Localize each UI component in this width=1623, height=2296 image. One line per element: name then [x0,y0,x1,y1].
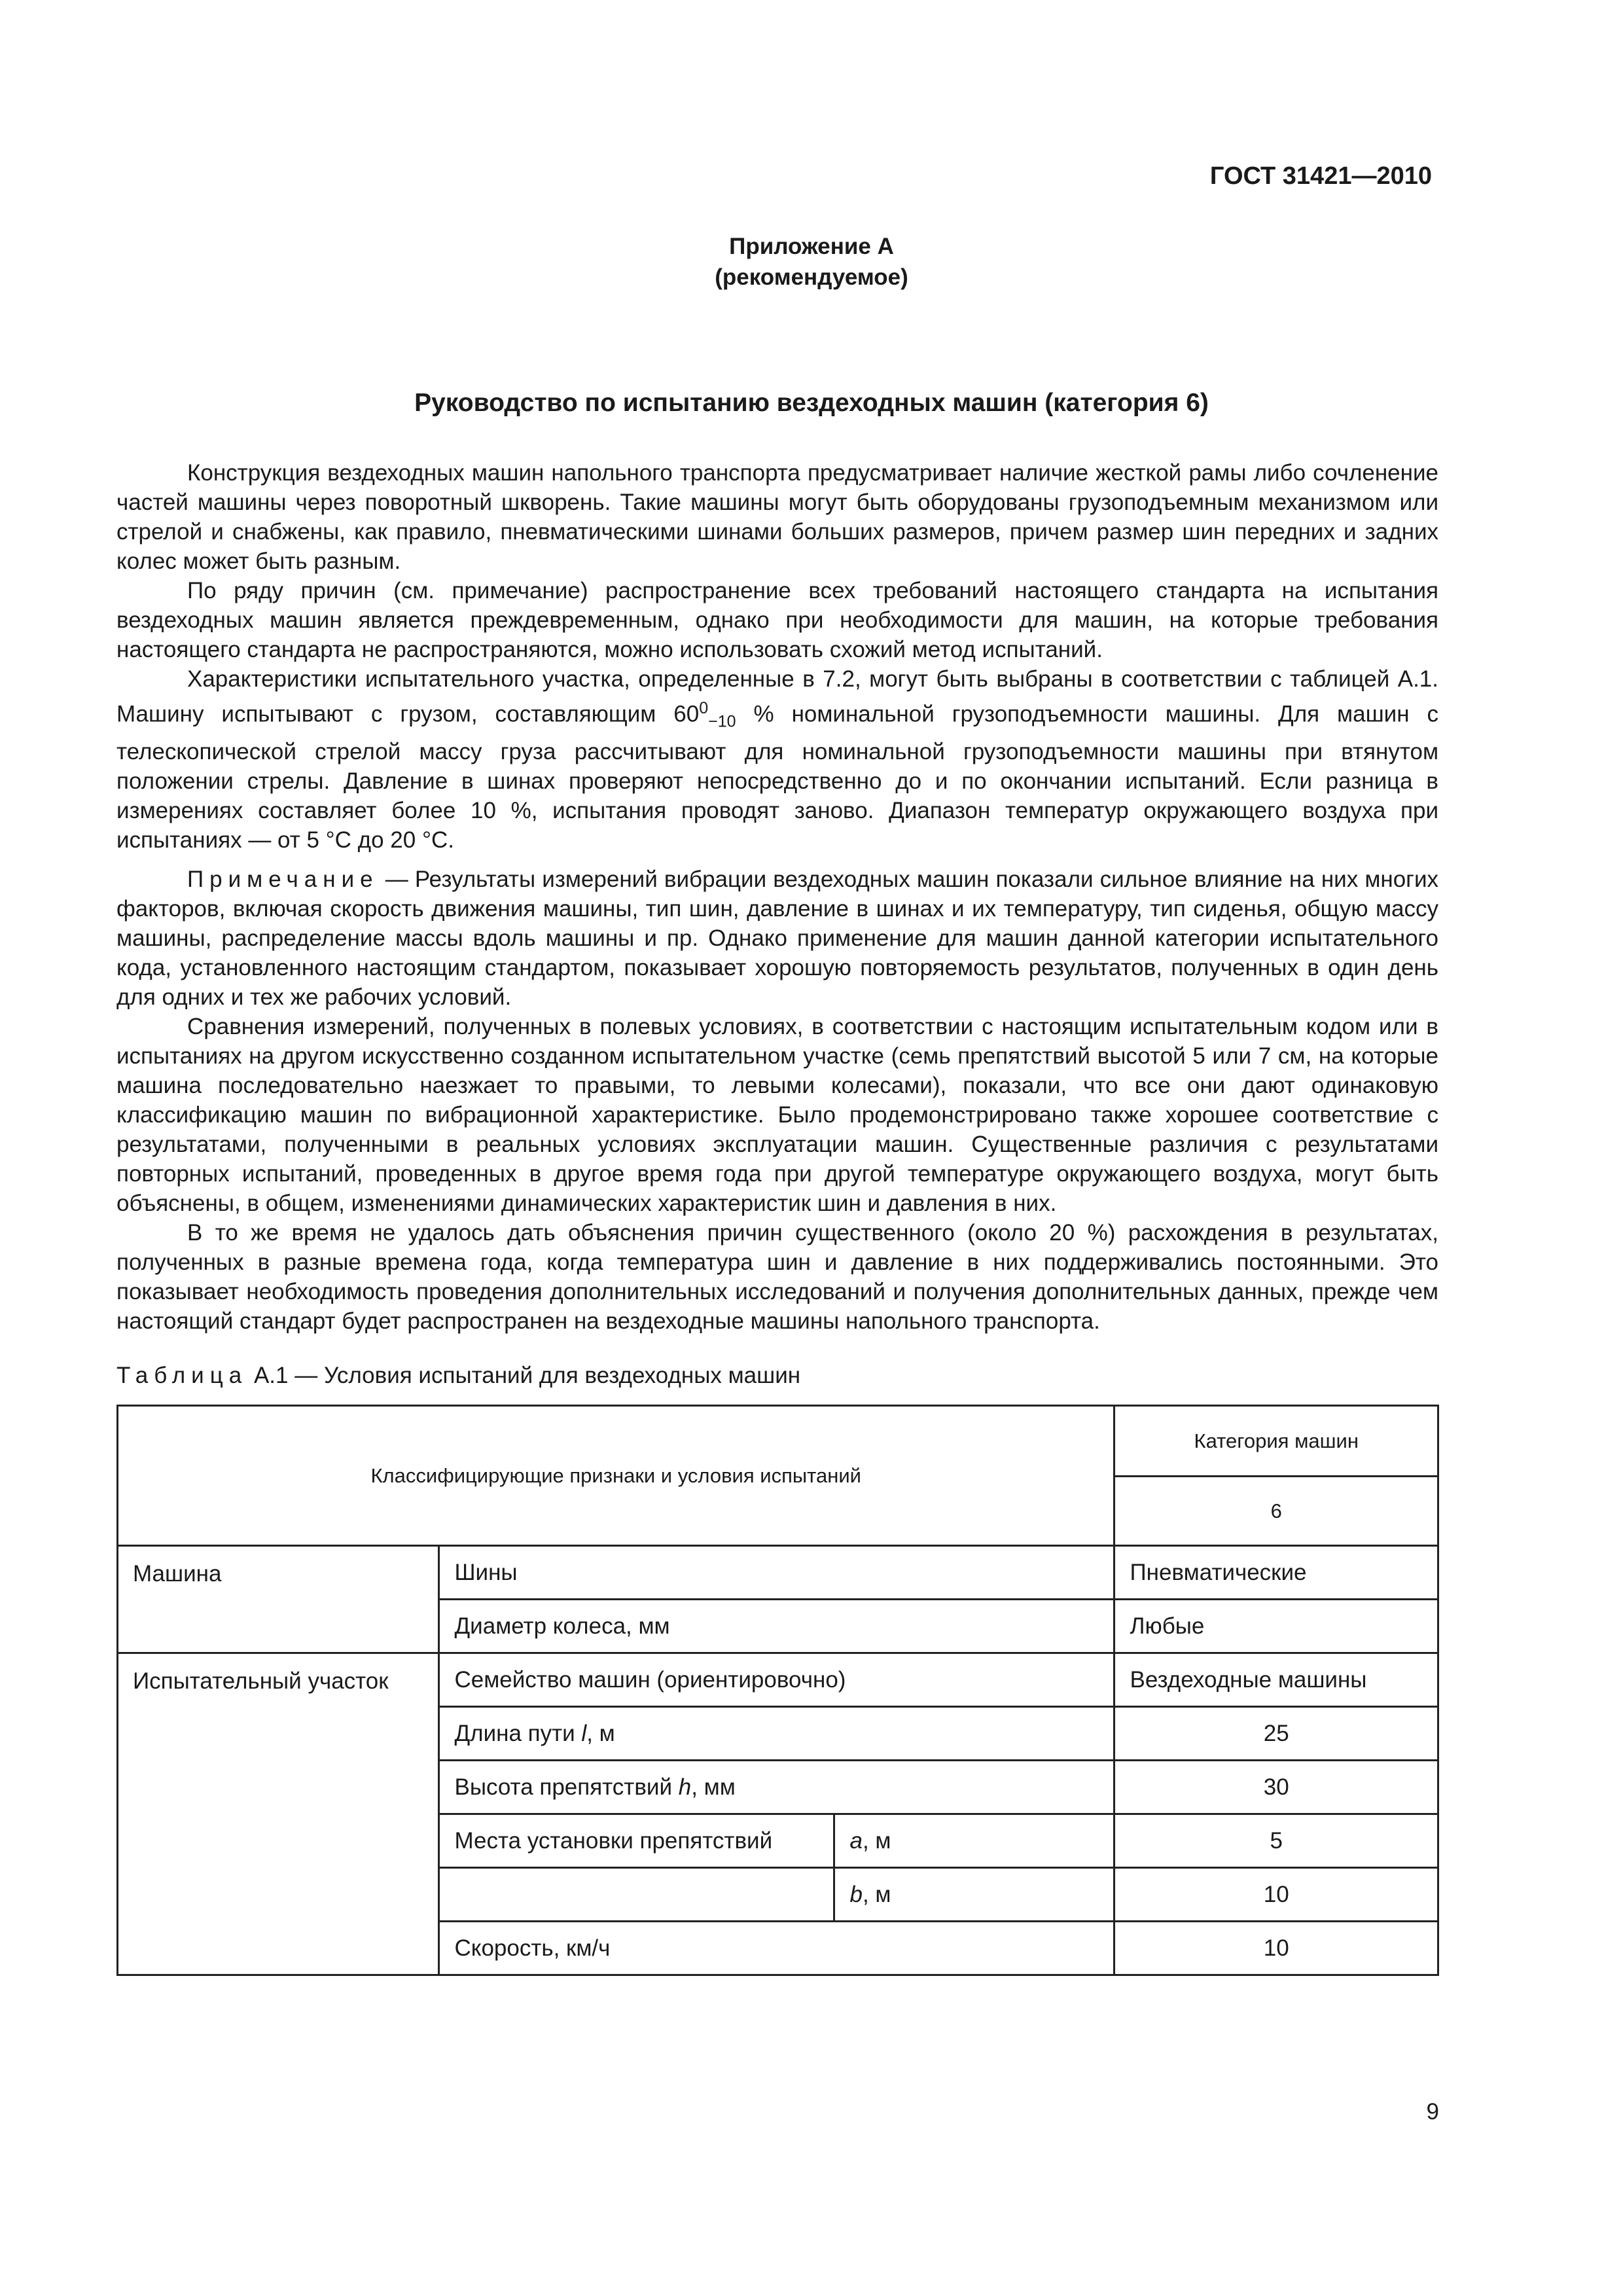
header-criteria: Классифицирующие признаки и условия испытаний [118,1406,1115,1546]
body-text [116,458,1438,1336]
row-label: Диаметр колеса, мм [439,1600,1115,1653]
variable-symbol: l [581,1720,587,1746]
table-caption [116,1363,800,1389]
conditions-table [116,1405,1439,1976]
label-text: Высота препятствий [454,1774,679,1800]
row-value: 10 [1115,1922,1438,1975]
row-label: Места установки препятствий [439,1814,834,1868]
paragraph-2: По ряду причин (см. примечание) распространение всех требований настоящего стандарта на испытания вездеходных машин является преждевременным, однако при необходимости для машин, на которые требования настоящего стандарта не распространяются, можно использовать схожий метод испытаний. [116,578,1438,662]
note-text: — Результаты измерений вибрации вездеходных машин показали сильное влияние на них многих факторов, включая скорость движения машины, тип шин, давление в шинах и их температуру, тип сиденья, общую массу машины, распределение массы вдоль машины и пр. Однако применение для машин данной категории испытательного кода, установленного настоящим стандартом, показывает хорошую повторяемость результатов, полученных в один день для одних и тех же рабочих условий. [116,866,1438,1010]
document-standard-number: ГОСТ 31421—2010 [1209,162,1432,190]
row-value: 30 [1115,1761,1438,1814]
table-caption-text: А.1 — Условия испытаний для вездеходных машин [247,1363,801,1388]
header-category: Категория машин [1115,1406,1438,1477]
note-label: Примечание [187,866,379,892]
paragraph-3-end: % номинальной грузоподъемности машины. Для машин с телескопической стрелой массу груза рассчитывают для номинальной грузоподъемности машины при втянутом положении стрелы. Давление в шинах проверяют непосредственно до и по окончании испытаний. Если разница в измерениях составляет более 10 %, испытания проводят заново. Диапазон температур окружающего воздуха при испытаниях — от 5 °С до 20 °С. [116,701,1438,853]
row-sublabel [834,1868,1115,1922]
paragraph-5: Сравнения измерений, полученных в полевых условиях, в соответствии с настоящим испытательным кодом или в испытаниях на другом искусственно созданном испытательном участке (семь препятствий высотой 5 или 7 см, на которые машина последовательно наезжает то правыми, то левыми колесами), показали, что все они дают одинаковую классификацию машин по вибрационной характеристике. Было продемонстрировано также хорошее соответствие с результатами, полученными в реальных условиях эксплуатации машин. Существенные различия с результатами повторных испытаний, проведенных в другое время года при другой температуре окружающего воздуха, могут быть объяснены, в общем, изменениями динамических характеристик шин и давления в них. [116,1013,1438,1216]
row-label: Семейство машин (ориентировочно) [439,1653,1115,1707]
row-label: Шины [439,1546,1115,1600]
unit-text: , м [862,1827,891,1854]
row-label [439,1707,1115,1761]
row-value: 25 [1115,1707,1438,1761]
appendix-title: Приложение А [729,234,894,259]
table-row [118,1653,1438,1707]
row-value: Вездеходные машины [1115,1653,1438,1707]
row-label: Скорость, км/ч [439,1922,1115,1975]
unit-text: , мм [691,1774,736,1800]
paragraph-1: Конструкция вездеходных машин напольного транспорта предусматривает наличие жесткой рамы либо сочленение частей машины через поворотный шкворень. Такие машины могут быть оборудованы грузоподъемным механизмом или стрелой и снабжены, как правило, пневматическими шинами больших размеров, причем размер шин передних и задних колес может быть разным. [116,460,1438,574]
table-header-row [118,1406,1438,1477]
row-label-empty [439,1868,834,1922]
row-sublabel [834,1814,1115,1868]
row-value: Пневматические [1115,1546,1438,1600]
variable-symbol: a [849,1827,863,1854]
table-row [118,1546,1438,1600]
paragraph-6: В то же время не удалось дать объяснения причин существенного (около 20 %) расхождения в результатах, полученных в разные времена года, когда температура шин и давление в них поддерживались постоянными. Это показывает необходимость проведения дополнительных исследований и получения дополнительных данных, прежде чем настоящий стандарт будет распространен на вездеходные машины напольного транспорта. [116,1219,1438,1334]
note-paragraph [116,865,1438,1012]
variable-symbol: h [678,1774,692,1800]
row-value: Любые [1115,1600,1438,1653]
page-number: 9 [1426,2099,1439,2125]
paragraph-3-start: Характеристики испытательного участка, определенные в 7.2, могут быть выбраны в соответствии с таблицей А.1. Машину испытывают с грузом, составляющим 60 [116,666,1438,727]
label-text: Длина пути [454,1720,582,1746]
tolerance-lower: −10 [708,712,736,731]
tolerance-upper: 0 [699,699,709,717]
appendix-status: (рекомендуемое) [715,264,908,290]
row-label [439,1761,1115,1814]
group-test-track: Испытательный участок [118,1653,439,1975]
unit-text: , м [586,1720,615,1746]
header-category-number: 6 [1115,1477,1438,1546]
row-value: 10 [1115,1868,1438,1922]
unit-text: , м [862,1881,891,1907]
variable-symbol: b [849,1881,863,1907]
group-machine: Машина [118,1546,439,1653]
row-value: 5 [1115,1814,1438,1868]
section-heading: Руководство по испытанию вездеходных машин (категория 6) [414,389,1209,417]
paragraph-3 [116,664,1438,855]
table-caption-label: Таблица [116,1363,248,1388]
